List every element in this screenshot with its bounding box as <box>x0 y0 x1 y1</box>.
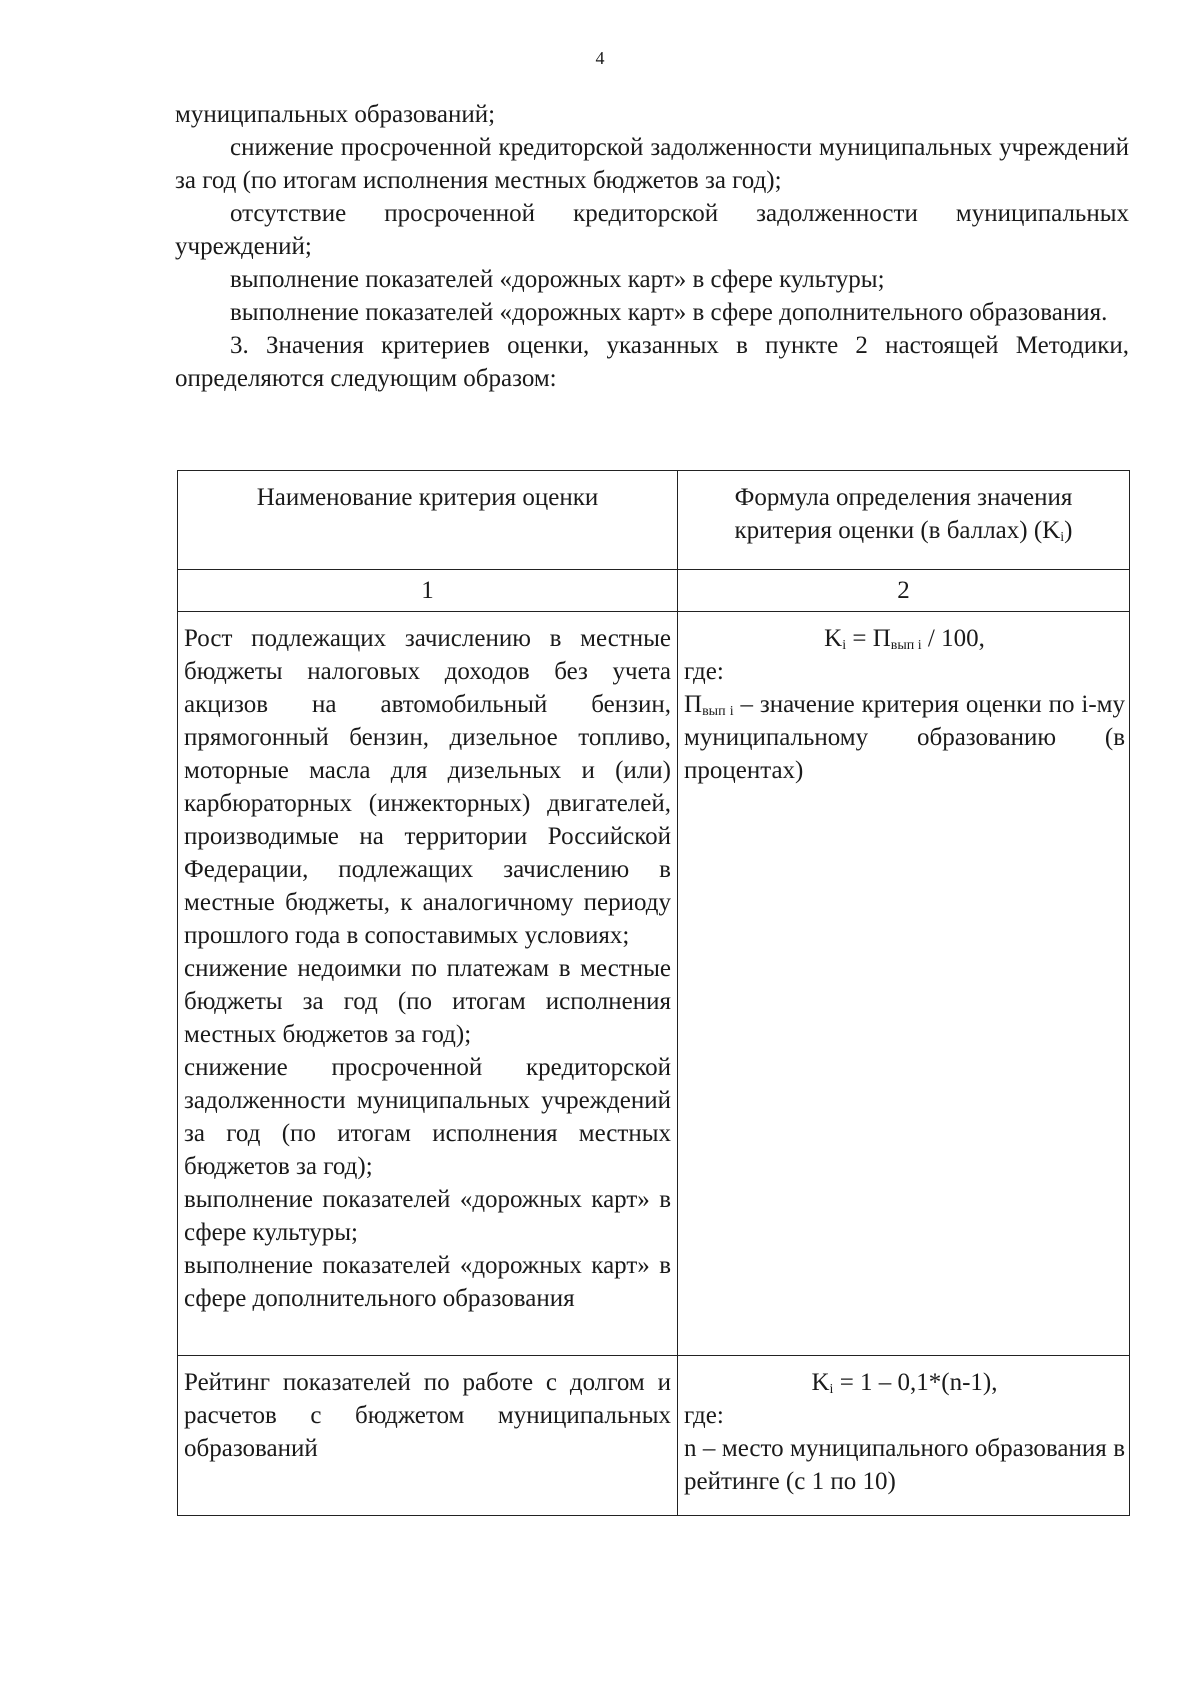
table-header-criterion: Наименование критерия оценки <box>178 471 678 570</box>
criterion-cell <box>178 612 678 1356</box>
criterion-text: снижение просроченной кредиторской задолженности муниципальных учреждений за год (по итогам исполнения местных бюджетов за год); <box>184 1054 671 1180</box>
table-header-formula: Формула определения значения критерия оценки (в баллах) $(K_i)$ <box>678 471 1130 570</box>
criterion-text: Рост подлежащих зачислению в местные бюджеты налоговых доходов без учета акцизов на автомобильный бензин, прямогонный бензин, дизельное топливо, моторные масла для дизельных и (или) карбюраторных (инжекторных) двигателей, производимые на территории Российской Федерации, подлежащих зачислению в местные бюджеты, к аналогичному периоду прошлого года в сопоставимых условиях; <box>184 625 671 949</box>
paragraph: отсутствие просроченной кредиторской задолженности муниципальных учреждений; <box>175 200 1129 260</box>
table-row <box>178 612 1130 1356</box>
formula-explanation: $П_{вып i}$ – значение критерия оценки по i-му муниципальному образованию (в процентах) <box>684 691 1125 784</box>
formula-cell <box>678 612 1130 1356</box>
criterion-text: Рейтинг показателей по работе с долгом и расчетов с бюджетом муниципальных образований <box>184 1369 671 1462</box>
paragraph: снижение просроченной кредиторской задолженности муниципальных учреждений за год (по итогам исполнения местных бюджетов за год); <box>175 134 1129 194</box>
formula: $K_i = П_{вып i} / 100$, <box>824 625 985 653</box>
formula-where: где: <box>684 1402 724 1429</box>
criteria-table <box>177 470 1130 1516</box>
formula-where: где: <box>684 658 724 685</box>
body-text <box>175 98 1129 395</box>
table-header-row <box>178 471 1130 570</box>
table-column-numbers-row <box>178 570 1130 612</box>
table-row <box>178 1356 1130 1516</box>
formula: $K_i = 1 - 0,1*(n-1)$, <box>811 1369 998 1397</box>
column-number: 1 <box>178 570 678 612</box>
paragraph: 3. Значения критериев оценки, указанных в пункте 2 настоящей Методики, определяются следующим образом: <box>175 332 1129 392</box>
page-number: 4 <box>595 48 605 68</box>
column-number: 2 <box>678 570 1130 612</box>
criterion-text: выполнение показателей «дорожных карт» в сфере культуры; <box>184 1186 671 1246</box>
criterion-cell <box>178 1356 678 1516</box>
formula-cell <box>678 1356 1130 1516</box>
paragraph: выполнение показателей «дорожных карт» в сфере культуры; <box>230 266 885 293</box>
paragraph: муниципальных образований; <box>175 101 496 128</box>
paragraph: выполнение показателей «дорожных карт» в сфере дополнительного образования. <box>230 299 1108 326</box>
formula-explanation: n – место муниципального образования в рейтинге (с 1 по 10) <box>684 1435 1125 1495</box>
criterion-text: выполнение показателей «дорожных карт» в сфере дополнительного образования <box>184 1252 671 1312</box>
criterion-text: снижение недоимки по платежам в местные бюджеты за год (по итогам исполнения местных бюджетов за год); <box>184 955 671 1048</box>
